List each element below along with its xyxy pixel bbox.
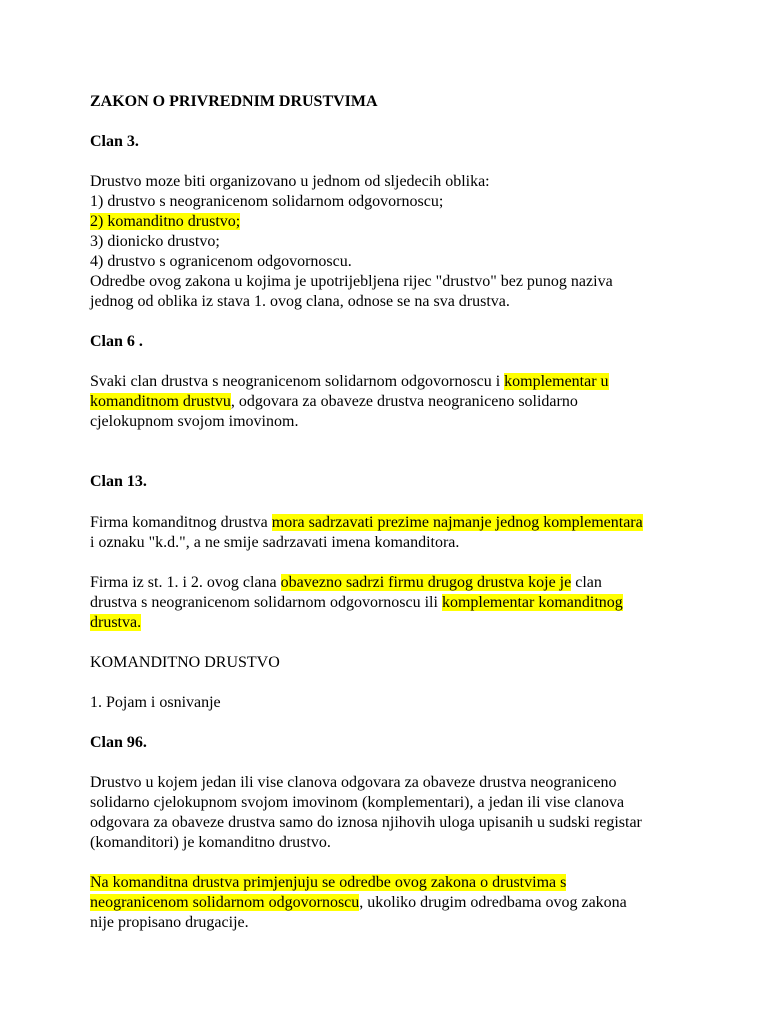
clan-6-highlight: komplementar u bbox=[504, 373, 609, 390]
clan-3-item-3: 3) dionicko drustvo; bbox=[90, 233, 220, 250]
clan-96-p2-line-2 bbox=[90, 893, 690, 913]
clan-13-heading: Clan 13. bbox=[90, 473, 147, 490]
clan-13-highlight: obavezno sadrzi firmu drugog drustva koje je bbox=[280, 574, 572, 591]
clan-96-p1-line-4: (komanditori) je komanditno drustvo. bbox=[90, 834, 331, 851]
subsection-title: 1. Pojam i osnivanje bbox=[90, 694, 221, 711]
clan-13-p2-line-1 bbox=[90, 573, 690, 593]
clan-96-highlight: Na komanditna drustva primjenjuju se odredbe ovog zakona o drustvima s bbox=[90, 874, 567, 891]
clan-3-item-4: 4) drustvo s ogranicenom odgovornoscu. bbox=[90, 253, 352, 270]
clan-6-line-3: cjelokupnom svojom imovinom. bbox=[90, 413, 299, 430]
clan-96-text: , ukoliko drugim odredbama ovog zakona bbox=[359, 894, 627, 911]
clan-13-text: drustva s neogranicenom solidarnom odgovornoscu ili bbox=[90, 594, 442, 611]
clan-6-text: , odgovara za obaveze drustva neograniceno solidarno bbox=[230, 393, 578, 410]
clan-13-highlight: mora sadrzavati prezime najmanje jednog komplementara bbox=[271, 514, 643, 531]
clan-96-heading: Clan 96. bbox=[90, 734, 147, 751]
clan-6-heading: Clan 6 . bbox=[90, 333, 143, 350]
clan-96-p1-line-3: odgovara za obaveze drustva samo do iznosa njihovih uloga upisanih u sudski registar bbox=[90, 814, 642, 831]
document-page bbox=[90, 92, 690, 933]
section-title: KOMANDITNO DRUSTVO bbox=[90, 654, 280, 671]
clan-6-line-2 bbox=[90, 392, 690, 412]
clan-13-highlight: komplementar komanditnog bbox=[441, 594, 623, 611]
clan-13-highlight: drustva. bbox=[90, 614, 142, 631]
clan-13-text: clan bbox=[571, 574, 602, 591]
clan-3-heading: Clan 3. bbox=[90, 133, 139, 150]
clan-3-intro: Drustvo moze biti organizovano u jednom od sljedecih oblika: bbox=[90, 173, 490, 190]
clan-13-p1-line-1 bbox=[90, 513, 690, 533]
clan-96-p2-line-3: nije propisano drugacije. bbox=[90, 914, 249, 931]
clan-96-p1-line-2: solidarno cjelokupnom svojom imovinom (komplementari), a jedan ili vise clanova bbox=[90, 794, 625, 811]
clan-3-item-1: 1) drustvo s neogranicenom solidarnom odgovornoscu; bbox=[90, 193, 444, 210]
clan-13-text: Firma komanditnog drustva bbox=[90, 514, 272, 531]
clan-6-text: Svaki clan drustva s neogranicenom solidarnom odgovornoscu i bbox=[90, 373, 505, 390]
clan-96-highlight: neogranicenom solidarnom odgovornoscu bbox=[90, 894, 360, 911]
clan-6-highlight: komanditnom drustvu bbox=[90, 393, 231, 410]
clan-3-paragraph-line-1: Odredbe ovog zakona u kojima je upotrijebljena rijec "drustvo" bez punog naziva bbox=[90, 273, 613, 290]
clan-6-line-1 bbox=[90, 372, 690, 392]
clan-3-paragraph-line-2: jednog od oblika iz stava 1. ovog clana, odnose se na sva drustva. bbox=[90, 293, 510, 310]
clan-13-text: Firma iz st. 1. i 2. ovog clana bbox=[90, 574, 281, 591]
clan-13-p1-line-2: i oznaku "k.d.", a ne smije sadrzavati imena komanditora. bbox=[90, 534, 460, 551]
clan-13-p2-line-2 bbox=[90, 593, 690, 613]
clan-96-p1-line-1: Drustvo u kojem jedan ili vise clanova odgovara za obaveze drustva neograniceno bbox=[90, 774, 617, 791]
clan-3-item-2-highlighted: 2) komanditno drustvo; bbox=[90, 213, 241, 230]
document-title: ZAKON O PRIVREDNIM DRUSTVIMA bbox=[90, 93, 378, 110]
